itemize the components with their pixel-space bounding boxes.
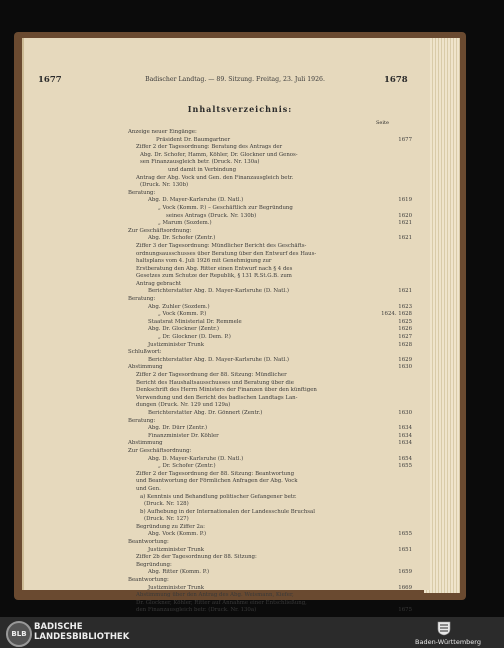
toc-entry-text: Abg. D. Mayer-Karlsruhe (D. Natl.) [148, 197, 244, 204]
toc-row [128, 326, 418, 334]
toc-entry-text: „ Vock (Komm. P.) [158, 311, 207, 318]
toc-row [128, 266, 418, 274]
right-page-number: 1678 [384, 75, 408, 85]
toc-row [128, 478, 418, 486]
toc-row [128, 205, 418, 213]
blb-logo-icon: BLB [6, 621, 32, 647]
toc-entry-text: Staatsrat Ministerial Dr. Remmele [148, 318, 242, 325]
toc-entry-text: Abg. Vock (Komm. P.) [148, 531, 207, 538]
toc-entry-page: 1675 [398, 607, 412, 614]
toc-entry-text: „ Marum (Sozdem.) [158, 220, 212, 227]
toc-entry-text: Berichterstatter Abg. D. Mayer-Karlsruhe (D. Natl.) [148, 356, 290, 363]
toc-row [128, 380, 418, 388]
toc-row [128, 501, 418, 509]
toc-entry-page: 1626 [398, 326, 412, 333]
toc-row [128, 410, 418, 418]
toc-entry-page: 1628 [398, 341, 412, 348]
toc-entry-page: 1669 [398, 584, 412, 591]
toc-entry-text: Begründung: [136, 561, 172, 568]
toc-row [128, 235, 418, 243]
toc-row [128, 547, 418, 555]
toc-entry-text: „ Dr. Schofer (Zentr.) [158, 463, 216, 470]
toc-entry-text: Ziffer 2 der Tagesordnung der 88. Sitzung: Beantwortung [136, 470, 295, 477]
toc-row [128, 585, 418, 593]
toc-title: Inhaltsverzeichnis: [187, 104, 293, 114]
toc-entry-text: Berichterstatter Abg. D. Mayer-Karlsruhe (D. Natl.) [148, 288, 290, 295]
toc-row [128, 220, 418, 228]
toc-row [128, 539, 418, 547]
toc-row [128, 159, 418, 167]
toc-entry-text: den Finanzausgleich betr. (Druck. Nr. 130a) [136, 607, 257, 614]
toc-row [128, 311, 418, 319]
toc-entry-text: seines Antrags (Druck. Nr. 130b) [166, 212, 257, 219]
toc-row [128, 448, 418, 456]
toc-entry-text: Antrag gebracht [136, 280, 182, 287]
toc-entry-text: Berichterstatter Abg. Dr. Gönnert (Zentr.) [148, 409, 263, 416]
toc-row [128, 569, 418, 577]
toc-entry-text: und Beantwortung der Förmlichen Anfragen der Abg. Vock [136, 478, 298, 485]
toc-row [128, 182, 418, 190]
toc-entry-page: 1634 [398, 425, 412, 432]
toc-entry-page: 1659 [398, 569, 412, 576]
toc-row [128, 440, 418, 448]
toc-entry-page: 1624. 1628 [381, 311, 412, 318]
toc-row [128, 296, 418, 304]
toc-row [128, 516, 418, 524]
toc-entry-text: Beratung: [128, 189, 156, 196]
toc-entry-page: 1620 [398, 212, 412, 219]
toc-row [128, 167, 418, 175]
toc-row [128, 387, 418, 395]
toc-entry-text: Bericht des Haushaltsausschusses und Beratung über die [136, 379, 294, 386]
toc-entry-text: Zur Geschäftsordnung: [128, 227, 192, 234]
toc-entry-text: (Druck. Nr. 128) [144, 501, 189, 508]
toc-row [128, 349, 418, 357]
toc-entry-text: Ziffer 2 der Tagesordnung der 88. Sitzung: Mündlicher [136, 372, 287, 378]
toc-entry-text: Abg. Dr. Schofer (Zentr.) [148, 235, 216, 242]
toc-row [128, 258, 418, 266]
toc-row [128, 402, 418, 410]
toc-entry-page: 1623 [398, 303, 412, 310]
toc-row [128, 425, 418, 433]
toc-entry-text: Ziffer 2 der Tagesordnung: Beratung des Antrags der [136, 144, 283, 151]
toc-entry-text: Gesetzes zum Schutze der Republik, § 131 R.St.G.B. zum [136, 273, 292, 280]
toc-entry-text: „ Dr. Glockner (D. Dem. P.) [158, 334, 231, 341]
toc-row [128, 273, 418, 281]
toc-entry-text: dungen (Druck. Nr. 129 und 129a) [136, 402, 231, 409]
footer-bar [0, 617, 504, 648]
toc-entry-page: 1625 [398, 318, 412, 325]
toc-entry-text: Zur Geschäftsordnung: [128, 447, 192, 454]
toc-entry-text: Begründung zu Ziffer 2a: [136, 523, 205, 530]
toc-entry-text: haltsplans vom 4. Juli 1926 mit Genehmigung zur [136, 258, 272, 265]
toc-row [128, 554, 418, 562]
toc-entry-text: Abg. Dr. Schofer, Hamm, Köhler, Dr. Glockner und Genos- [140, 151, 298, 158]
toc-entry-text: Dr. Glockner, Köhler, Ritter auf Annahme einer Entschließung, [136, 599, 307, 606]
toc-entry-page: 1621 [398, 288, 412, 295]
toc-row [128, 357, 418, 365]
coat-of-arms-icon [436, 620, 452, 636]
toc-row [128, 334, 418, 342]
toc-entry-page: 1619 [398, 197, 412, 204]
toc-row [128, 531, 418, 539]
toc-row [128, 288, 418, 296]
toc-row [128, 342, 418, 350]
toc-entry-text: (Druck. Nr. 130b) [140, 182, 189, 189]
toc-entry-text: Antrag der Abg. Vock und Gen. den Finanzausgleich betr. [136, 174, 294, 181]
toc-entry-page: 1627 [398, 334, 412, 341]
toc-entry-text: Abstimmung [128, 364, 163, 371]
table-of-contents [128, 129, 418, 615]
toc-row [128, 471, 418, 479]
toc-entry-text: Abg. Dr. Dürr (Zentr.) [148, 425, 208, 432]
toc-row [128, 372, 418, 380]
toc-entry-text: Justizminister Trunk [148, 546, 204, 553]
toc-row [128, 494, 418, 502]
toc-entry-text: und damit in Verbindung [168, 166, 237, 173]
toc-row [128, 144, 418, 152]
toc-row [128, 456, 418, 464]
toc-row [128, 251, 418, 259]
toc-row [128, 364, 418, 372]
toc-entry-text: b) Aufhebung in der Internationalen der Landesschule Bruchsal [140, 508, 315, 515]
toc-row [128, 213, 418, 221]
toc-entry-page: 1654 [398, 455, 412, 462]
toc-entry-text: Denkschrift des Herrn Ministers der Finanzen über den künftigen [136, 387, 317, 394]
toc-entry-text: Beratung: [128, 417, 156, 424]
toc-row [128, 197, 418, 205]
toc-entry-page: 1630 [398, 409, 412, 416]
toc-entry-text: (Druck. Nr. 127) [144, 516, 189, 523]
toc-entry-page: 1621 [398, 220, 412, 227]
toc-row [128, 577, 418, 585]
toc-entry-text: „ Vock (Komm. P.) – Geschäftlich zur Begründung [158, 204, 293, 211]
toc-entry-text: sen Finanzausgleich betr. (Druck. Nr. 130a) [140, 159, 260, 166]
left-page-number: 1677 [38, 75, 62, 85]
toc-entry-text: Präsident Dr. Baumgartner [156, 136, 231, 143]
running-head: Badischer Landtag. — 89. Sitzung. Freitag, 23. Juli 1926. [145, 76, 325, 83]
seite-column-label: Seite [376, 120, 389, 126]
toc-entry-page: 1630 [398, 364, 412, 371]
toc-entry-text: Anzeige neuer Eingänge: [128, 129, 197, 135]
toc-entry-page: 1634 [398, 432, 412, 439]
state-name: Baden-Württemberg [415, 638, 481, 646]
toc-row [128, 243, 418, 251]
toc-entry-text: Abg. Ritter (Komm. P.) [148, 569, 210, 576]
toc-entry-text: Ziffer 3 der Tagesordnung: Mündlicher Bericht des Geschäfts- [136, 242, 307, 249]
toc-entry-text: a) Kenntnis und Behandlung politischer Gefangener betr. [140, 493, 297, 500]
toc-entry-text: Schlußwort: [128, 349, 162, 356]
toc-entry-text: Justizminister Trunk [148, 341, 204, 348]
toc-entry-text: Beratung: [128, 296, 156, 303]
toc-entry-page: 1655 [398, 463, 412, 470]
toc-entry-text: Beantwortung: [128, 539, 169, 546]
library-name [34, 622, 129, 642]
toc-row [128, 607, 418, 615]
toc-entry-text: Beantwortung: [128, 577, 169, 584]
toc-entry-text: ordnungsausschusses über Beratung über den Entwurf des Haus- [136, 250, 317, 257]
toc-entry-text: Abstimmung über den Antrag des Abg. Weismann, Kiefer, [136, 592, 294, 599]
toc-entry-page: 1629 [398, 356, 412, 363]
toc-entry-text: Abg. Dr. Glockner (Zentr.) [148, 326, 219, 333]
toc-entry-text: Verwendung und den Bericht des badischen Landtags Lan- [136, 394, 298, 401]
toc-entry-text: Abg. Zuhler (Sozdem.) [148, 303, 210, 310]
toc-row [128, 463, 418, 471]
toc-row [128, 486, 418, 494]
toc-entry-text: Finanzminister Dr. Köhler [148, 432, 219, 439]
toc-row [128, 137, 418, 145]
toc-row [128, 433, 418, 441]
toc-entry-text: und Gen. [136, 485, 161, 492]
toc-entry-page: 1677 [398, 136, 412, 143]
toc-entry-page: 1621 [398, 235, 412, 242]
toc-row [128, 129, 418, 137]
toc-entry-page: 1651 [398, 546, 412, 553]
toc-entry-page: 1634 [398, 440, 412, 447]
toc-entry-text: Abg. D. Mayer-Karlsruhe (D. Natl.) [148, 455, 244, 462]
toc-entry-text: Ziffer 2b der Tagesordnung der 88. Sitzung: [136, 554, 257, 561]
toc-row [128, 592, 418, 600]
toc-entry-text: Abstimmung [128, 440, 163, 447]
toc-entry-page: 1655 [398, 531, 412, 538]
library-name-line2: LANDESBIBLIOTHEK [34, 632, 130, 642]
toc-entry-text: Justizminister Trunk [148, 584, 204, 591]
library-name-line1: BADISCHE [34, 622, 83, 632]
toc-entry-text: Erstberatung den Abg. Ritter einen Entwurf nach § 4 des [136, 265, 293, 272]
